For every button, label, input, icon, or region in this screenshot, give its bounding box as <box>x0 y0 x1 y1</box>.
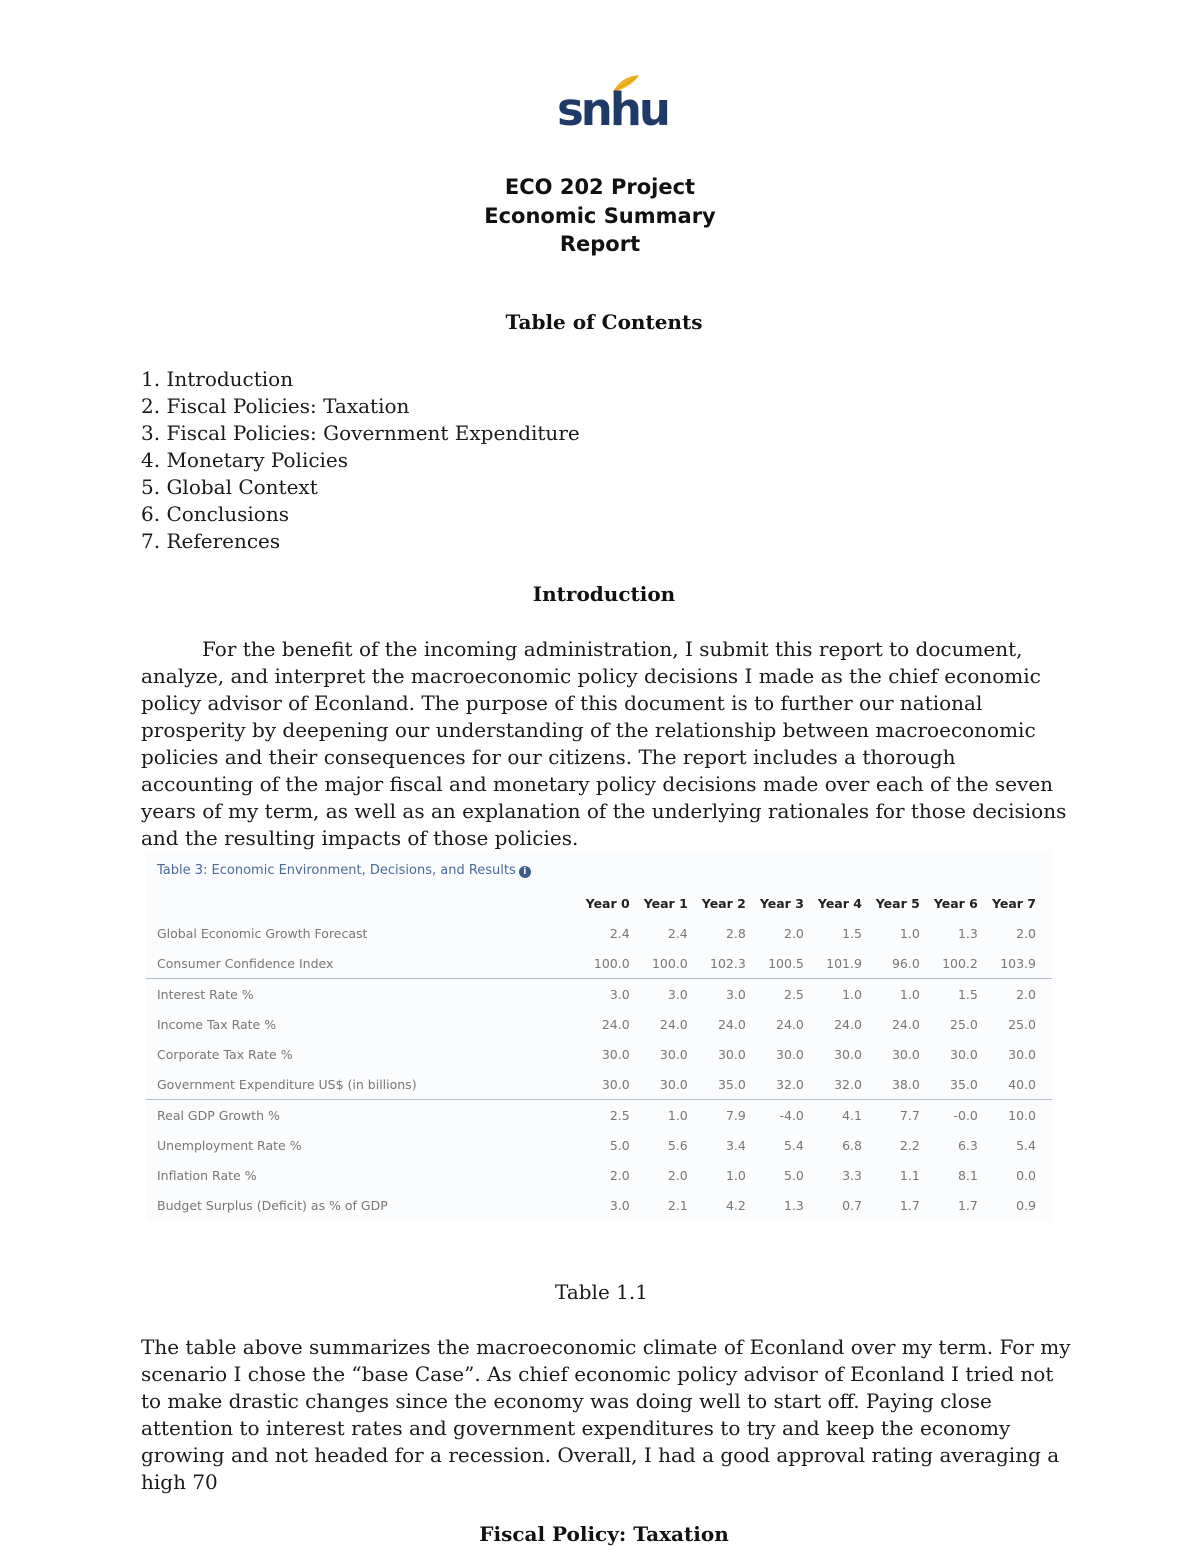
table-cell: 3.0 <box>630 979 688 1010</box>
table-cell: 2.5 <box>572 1100 630 1131</box>
table-cell: 0.9 <box>1016 1197 1036 1213</box>
table-cell: 5.0 <box>609 1137 630 1153</box>
table-row <box>146 918 1052 948</box>
table-cell: 5.4 <box>784 1137 804 1153</box>
toc-item: 4. Monetary Policies <box>141 448 349 472</box>
table-cell: 4.2 <box>725 1197 746 1213</box>
table-cell: 1.1 <box>899 1167 920 1183</box>
table-cell: 24.0 <box>659 1016 688 1032</box>
table-cell: 24.0 <box>717 1016 746 1032</box>
info-icon: i <box>519 866 531 878</box>
column-header: Year 7 <box>991 895 1036 911</box>
table-cell: 3.0 <box>572 979 630 1010</box>
document-title <box>0 173 1200 259</box>
toc-item: 5. Global Context <box>141 475 318 499</box>
table-cell: 6.3 <box>957 1137 978 1153</box>
table-cell: 30.0 <box>659 1046 688 1062</box>
table-cell: 4.1 <box>804 1100 862 1131</box>
column-header: Year 2 <box>701 895 746 911</box>
table-row <box>146 1069 1052 1100</box>
table-cell: 8.1 <box>957 1167 978 1183</box>
row-label: Government Expenditure US$ (in billions) <box>157 1076 417 1092</box>
column-header: Year 1 <box>643 895 688 911</box>
table-cell: 30.0 <box>601 1046 630 1062</box>
table-cell: 30.0 <box>1008 1046 1036 1062</box>
table-cell: 100.5 <box>768 955 804 971</box>
table-cell: 30.0 <box>950 1046 978 1062</box>
toc-item: 2. Fiscal Policies: Taxation <box>141 394 410 418</box>
table-cell: 1.7 <box>899 1197 920 1213</box>
table-cell: 35.0 <box>717 1076 746 1092</box>
table-cell: 1.5 <box>842 925 862 941</box>
table-cell: 2.0 <box>609 1167 630 1183</box>
title-line: ECO 202 Project <box>504 175 696 199</box>
title-line: Report <box>559 232 641 256</box>
table-cell: 1.0 <box>899 925 920 941</box>
table-of-contents <box>141 366 580 555</box>
row-label: Inflation Rate % <box>157 1167 257 1183</box>
toc-item: 6. Conclusions <box>141 502 289 526</box>
toc-heading: Table of Contents <box>505 310 703 334</box>
logo-text: snhu <box>557 83 668 136</box>
row-label: Real GDP Growth % <box>146 1100 572 1131</box>
table-cell: 3.0 <box>688 979 746 1010</box>
table-cell: 25.0 <box>950 1016 978 1032</box>
column-header: Year 3 <box>759 895 804 911</box>
table-cell: 38.0 <box>891 1076 920 1092</box>
table-cell: 24.0 <box>776 1016 804 1032</box>
table-cell: 5.6 <box>667 1137 688 1153</box>
table-cell: 24.0 <box>601 1016 630 1032</box>
table-cell: 1.5 <box>920 979 978 1010</box>
row-label: Interest Rate % <box>146 979 572 1010</box>
table-cell: 2.1 <box>667 1197 688 1213</box>
table-row <box>146 948 1052 979</box>
column-header: Year 4 <box>817 895 862 911</box>
table-cell: 2.0 <box>667 1167 688 1183</box>
column-header: Year 5 <box>875 895 920 911</box>
introduction-heading: Introduction <box>532 582 676 606</box>
table-cell: 24.0 <box>834 1016 862 1032</box>
table-cell: 2.5 <box>746 979 804 1010</box>
table-cell: 1.0 <box>862 979 920 1010</box>
table-cell: 5.0 <box>784 1167 804 1183</box>
table-row <box>146 1130 1052 1160</box>
table-row <box>146 1160 1052 1190</box>
table-cell: 96.0 <box>891 955 920 971</box>
table-cell: 3.3 <box>842 1167 862 1183</box>
table-cell: 101.9 <box>826 955 862 971</box>
table-cell: 35.0 <box>950 1076 978 1092</box>
table-cell: 100.0 <box>651 955 688 971</box>
table-cell: 30.0 <box>717 1046 746 1062</box>
table-row <box>146 979 1052 1010</box>
header-blank <box>146 888 572 918</box>
toc-item: 3. Fiscal Policies: Government Expenditure <box>141 421 580 445</box>
row-label: Unemployment Rate % <box>157 1137 302 1153</box>
table-cell: 32.0 <box>834 1076 862 1092</box>
table-cell: 1.3 <box>957 925 978 941</box>
table-cell: 2.0 <box>978 979 1052 1010</box>
table-row <box>146 1190 1052 1220</box>
table-caption: Table 1.1 <box>555 1280 648 1304</box>
table-cell: 30.0 <box>601 1076 630 1092</box>
snhu-logo <box>553 74 668 136</box>
table-cell: 32.0 <box>776 1076 804 1092</box>
row-label: Budget Surplus (Deficit) as % of GDP <box>157 1197 388 1213</box>
row-label: Income Tax Rate % <box>157 1016 277 1032</box>
table-cell: 30.0 <box>659 1076 688 1092</box>
table-cell: -4.0 <box>746 1100 804 1131</box>
summary-paragraph: The table above summarizes the macroeconomic climate of Econland over my term. For my scenario I chose the “base Case”. As chief economic policy advisor of Econland I tried not to make drastic changes since the economy was doing well to start off. Paying close attention to interest rates and government expenditures to try and keep the economy growing and not headed for a recession. Overall, I had a good approval rating averaging a high 70 <box>141 1335 1071 1494</box>
table-row <box>146 1009 1052 1039</box>
table-row <box>146 1039 1052 1069</box>
table-cell: 0.7 <box>842 1197 862 1213</box>
table-cell: 2.4 <box>609 925 630 941</box>
row-label: Global Economic Growth Forecast <box>157 925 368 941</box>
table-cell: 2.8 <box>725 925 746 941</box>
table-cell: 10.0 <box>978 1100 1052 1131</box>
table-row <box>146 1100 1052 1131</box>
table-cell: 102.3 <box>710 955 746 971</box>
table-cell: 7.9 <box>688 1100 746 1131</box>
econ-table-title-text: Table 3: Economic Environment, Decisions, and Results <box>157 863 516 878</box>
table-cell: 5.4 <box>1016 1137 1036 1153</box>
table-cell: 1.0 <box>804 979 862 1010</box>
row-label: Consumer Confidence Index <box>157 955 334 971</box>
fiscal-taxation-heading: Fiscal Policy: Taxation <box>479 1522 729 1546</box>
economic-table-screenshot <box>146 852 1052 1222</box>
table-cell: 7.7 <box>862 1100 920 1131</box>
table-cell: 2.0 <box>1016 925 1036 941</box>
table-cell: 0.0 <box>1016 1167 1036 1183</box>
toc-item: 7. References <box>141 529 281 553</box>
table-cell: 2.4 <box>667 925 688 941</box>
toc-item: 1. Introduction <box>141 367 294 391</box>
table-cell: 1.3 <box>784 1197 804 1213</box>
econ-table-title <box>157 863 531 878</box>
table-cell: 1.0 <box>725 1167 746 1183</box>
table-cell: 2.0 <box>784 925 804 941</box>
table-header-row <box>146 888 1052 918</box>
column-header: Year 0 <box>585 895 630 911</box>
title-line: Economic Summary <box>484 203 716 228</box>
table-cell: 30.0 <box>891 1046 920 1062</box>
table-cell: 3.4 <box>725 1137 746 1153</box>
table-cell: -0.0 <box>920 1100 978 1131</box>
table-cell: 100.2 <box>942 955 978 971</box>
table-cell: 1.0 <box>630 1100 688 1131</box>
table-cell: 40.0 <box>1008 1076 1036 1092</box>
table-cell: 30.0 <box>834 1046 862 1062</box>
table-cell: 2.2 <box>899 1137 920 1153</box>
table-cell: 30.0 <box>776 1046 804 1062</box>
table-cell: 24.0 <box>891 1016 920 1032</box>
table-cell: 25.0 <box>1008 1016 1036 1032</box>
introduction-paragraph: For the benefit of the incoming administration, I submit this report to document, analyze, and interpret the macroeconomic policy decisions I made as the chief economic policy advisor of Econland. The purpose of this document is to further our national prosperity by deepening our understanding of the relationship between macroeconomic policies and their consequences for our citizens. The report includes a thorough accounting of the major fiscal and monetary policy decisions made over each of the seven years of my term, as well as an explanation of the underlying rationales for those decisions and the resulting impacts of those policies. <box>141 637 1067 850</box>
table-cell: 103.9 <box>1000 955 1036 971</box>
table-cell: 1.7 <box>957 1197 978 1213</box>
row-label: Corporate Tax Rate % <box>157 1046 293 1062</box>
table-cell: 3.0 <box>609 1197 630 1213</box>
column-header: Year 6 <box>933 895 978 911</box>
economic-table <box>146 888 1052 1220</box>
table-cell: 6.8 <box>842 1137 862 1153</box>
table-cell: 100.0 <box>593 955 630 971</box>
